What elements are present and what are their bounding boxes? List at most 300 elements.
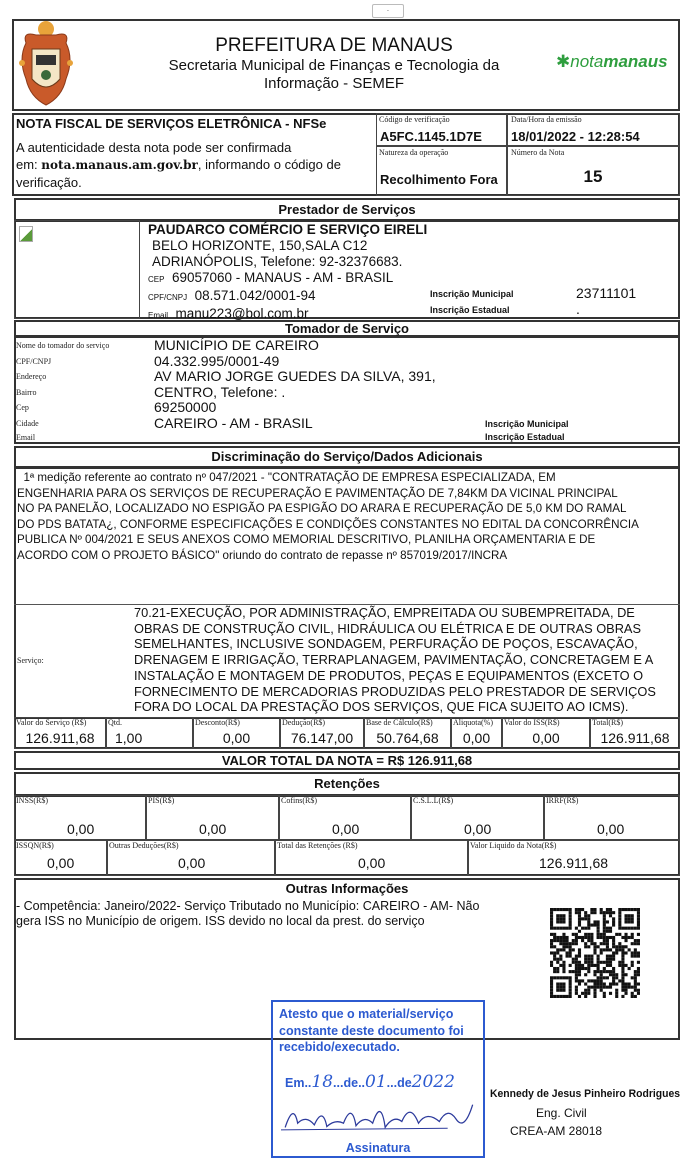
qr-module	[593, 995, 596, 998]
qr-module	[587, 939, 590, 942]
cep-value: 69057060 - MANAUS - AM - BRASIL	[171, 270, 394, 285]
qr-module	[631, 995, 634, 998]
qr-module	[562, 976, 565, 979]
qr-module	[559, 936, 562, 939]
qr-module	[621, 951, 624, 954]
qr-module	[553, 908, 556, 911]
qr-module	[569, 964, 572, 967]
valor-value: 0,00	[462, 730, 491, 746]
qr-module	[550, 995, 553, 998]
qr-module	[572, 933, 575, 936]
qr-module	[584, 917, 587, 920]
qr-module	[621, 973, 624, 976]
qr-module	[637, 955, 640, 958]
row-value: CENTRO, Telefone: .	[154, 383, 286, 400]
qr-module	[612, 982, 615, 985]
qr-module	[618, 961, 621, 964]
qr-module	[550, 976, 553, 979]
retencao-label: IRRF(R$)	[546, 796, 579, 805]
qr-module	[603, 914, 606, 917]
stamp-line2: constante deste documento foi	[279, 1023, 464, 1038]
header-subtitle-line2: Informação - SEMEF	[263, 75, 405, 92]
retencao-value: 126.911,68	[539, 855, 609, 871]
qr-module	[550, 927, 553, 930]
qr-module	[587, 970, 590, 973]
qr-module	[575, 936, 578, 939]
qr-module	[587, 955, 590, 958]
qr-module	[621, 948, 624, 951]
qr-module	[569, 986, 572, 989]
qr-module	[590, 979, 593, 982]
qr-module	[587, 936, 590, 939]
retencao-label: ISSQN(R$)	[16, 841, 54, 850]
auth-line2	[16, 156, 341, 174]
auth-site-link[interactable]: nota.manaus.am.gov.br	[41, 158, 198, 172]
stamp-de1: de	[343, 1076, 359, 1090]
qr-module	[587, 992, 590, 995]
qr-module	[603, 920, 606, 923]
qr-module	[618, 908, 621, 911]
qr-module	[634, 942, 637, 945]
qr-module	[637, 908, 640, 911]
qr-module	[578, 924, 581, 927]
qr-module	[600, 982, 603, 985]
qr-module	[584, 914, 587, 917]
qr-module	[621, 989, 624, 992]
qr-module	[569, 955, 572, 958]
valor-label: Total(R$)	[592, 718, 623, 727]
qr-module	[578, 979, 581, 982]
row-label: Bairro	[16, 387, 37, 397]
qr-module	[562, 995, 565, 998]
stamp-month: 01	[365, 1072, 387, 1092]
qr-module	[628, 908, 631, 911]
qr-module	[597, 933, 600, 936]
qr-module	[559, 989, 562, 992]
qr-module	[562, 967, 565, 970]
top-tab: .	[372, 4, 404, 18]
qr-module	[553, 927, 556, 930]
qr-module	[566, 939, 569, 942]
qr-module	[556, 914, 559, 917]
qr-module	[606, 970, 609, 973]
qr-module	[597, 970, 600, 973]
qr-module	[618, 914, 621, 917]
qr-module	[624, 986, 627, 989]
qr-module	[553, 951, 556, 954]
qr-module	[603, 961, 606, 964]
qr-module	[603, 930, 606, 933]
qr-module	[575, 967, 578, 970]
row-label: Endereço	[16, 372, 47, 381]
qr-module	[600, 986, 603, 989]
qr-module	[615, 995, 618, 998]
qr-module	[590, 986, 593, 989]
row-value: CAREIRO - AM - BRASIL	[154, 414, 313, 431]
qr-module	[637, 951, 640, 954]
qr-module	[618, 924, 621, 927]
qr-module	[612, 951, 615, 954]
qr-module	[559, 982, 562, 985]
qr-module	[569, 917, 572, 920]
qr-module	[624, 992, 627, 995]
retencao-cell	[275, 840, 468, 876]
qr-module	[609, 955, 612, 958]
stamp-line3: recebido/executado.	[279, 1040, 400, 1054]
qr-module	[593, 924, 596, 927]
qr-module	[553, 958, 556, 961]
header-title: PREFEITURA DE MANAUS	[215, 35, 453, 56]
qr-module	[606, 961, 609, 964]
qr-module	[612, 942, 615, 945]
qr-module	[618, 945, 621, 948]
qr-module	[590, 933, 593, 936]
qr-module	[609, 961, 612, 964]
qr-module	[609, 930, 612, 933]
qr-module	[569, 989, 572, 992]
qr-module	[581, 939, 584, 942]
qr-module	[578, 973, 581, 976]
qr-module	[603, 986, 606, 989]
qr-module	[637, 920, 640, 923]
qr-module	[562, 942, 565, 945]
qr-module	[603, 970, 606, 973]
qr-module	[550, 914, 553, 917]
qr-module	[609, 986, 612, 989]
qr-module	[562, 948, 565, 951]
manaus-coat-of-arms-logo	[16, 19, 76, 109]
tomador-im-label: Inscrição Municipal	[485, 419, 569, 429]
qr-module	[584, 927, 587, 930]
qr-module	[553, 955, 556, 958]
qr-module	[581, 917, 584, 920]
qr-module	[612, 939, 615, 942]
qr-module	[624, 927, 627, 930]
broken-image-icon	[19, 226, 33, 242]
qr-module	[584, 995, 587, 998]
qr-module	[612, 958, 615, 961]
qr-module	[628, 986, 631, 989]
qr-module	[618, 917, 621, 920]
qr-module	[556, 920, 559, 923]
qr-module	[597, 958, 600, 961]
qr-module	[624, 920, 627, 923]
qr-module	[587, 986, 590, 989]
qr-module	[621, 970, 624, 973]
auth-line3: verificação.	[16, 175, 82, 190]
qr-module	[556, 967, 559, 970]
qr-module	[559, 917, 562, 920]
qr-module	[590, 939, 593, 942]
row-label: Cep	[16, 403, 29, 412]
qr-module	[559, 939, 562, 942]
qr-module	[634, 927, 637, 930]
qr-module	[637, 914, 640, 917]
qr-module	[637, 970, 640, 973]
qr-module	[556, 917, 559, 920]
row-label: Cidade	[16, 418, 39, 428]
qr-module	[581, 992, 584, 995]
valor-value: 126.911,68	[600, 730, 670, 746]
prestador-logo-cell	[14, 220, 140, 319]
valor-total: VALOR TOTAL DA NOTA = R$ 126.911,68	[14, 751, 680, 770]
auth-line1: A autenticidade desta nota pode ser confirmada	[16, 140, 292, 155]
qr-module	[606, 945, 609, 948]
qr-module	[566, 995, 569, 998]
qr-module	[584, 933, 587, 936]
qr-module	[631, 992, 634, 995]
prestador-title: Prestador de Serviços	[14, 198, 680, 221]
qr-module	[606, 976, 609, 979]
qr-module	[628, 982, 631, 985]
qr-module	[612, 955, 615, 958]
qr-module	[603, 992, 606, 995]
qr-module	[621, 908, 624, 911]
qr-module	[621, 961, 624, 964]
qr-module	[593, 920, 596, 923]
qr-module	[637, 989, 640, 992]
qr-module	[556, 958, 559, 961]
qr-module	[634, 970, 637, 973]
qr-module	[603, 967, 606, 970]
valor-label: Base de Cálculo(R$)	[366, 718, 433, 727]
qr-module	[575, 964, 578, 967]
qr-module	[584, 992, 587, 995]
valor-value: 0,00	[222, 730, 251, 746]
prestador-name: PAUDARCO COMÉRCIO E SERVIÇO EIRELI	[148, 222, 428, 237]
qr-module	[597, 979, 600, 982]
valor-cell	[280, 717, 364, 749]
qr-module	[597, 936, 600, 939]
qr-module	[587, 961, 590, 964]
qr-module	[603, 942, 606, 945]
qr-module	[562, 989, 565, 992]
qr-module	[550, 979, 553, 982]
qr-module	[637, 961, 640, 964]
qr-module	[559, 964, 562, 967]
qr-module	[569, 920, 572, 923]
qr-module	[593, 989, 596, 992]
qr-module	[593, 973, 596, 976]
qr-module	[550, 939, 553, 942]
qr-module	[597, 920, 600, 923]
qr-module	[581, 908, 584, 911]
retencoes-title: Retenções	[14, 772, 680, 796]
qr-module	[606, 942, 609, 945]
qr-module	[600, 961, 603, 964]
qr-module	[559, 995, 562, 998]
qr-module	[584, 955, 587, 958]
qr-module	[615, 989, 618, 992]
qr-module	[612, 979, 615, 982]
retencao-value: 0,00	[67, 821, 95, 837]
retencao-label: PIS(R$)	[148, 796, 175, 805]
qr-module	[575, 989, 578, 992]
tomador-rows	[16, 338, 476, 444]
qr-module	[637, 933, 640, 936]
qr-module	[556, 948, 559, 951]
qr-module	[556, 989, 559, 992]
qr-module	[603, 936, 606, 939]
qr-module	[628, 948, 631, 951]
qr-module	[606, 955, 609, 958]
qr-module	[634, 995, 637, 998]
qr-module	[590, 936, 593, 939]
outras-text	[16, 899, 479, 929]
qr-module	[631, 976, 634, 979]
servico-line: SEMELHANTES, INCLUSIVE SONDAGEM, PERFURAÇÃO DE POÇOS, ESCAVAÇÃO,	[134, 636, 638, 652]
qr-module	[637, 911, 640, 914]
valor-cell	[364, 717, 451, 749]
qr-module	[562, 970, 565, 973]
qr-module	[624, 939, 627, 942]
qr-module	[578, 911, 581, 914]
qr-module	[578, 951, 581, 954]
valor-cell	[14, 717, 106, 749]
qr-module	[609, 982, 612, 985]
qr-module	[569, 979, 572, 982]
retencao-cell	[411, 795, 544, 840]
qr-module	[562, 917, 565, 920]
stamp-signature-label: Assinatura	[345, 1141, 411, 1155]
retencao-label: C.S.L.L(R$)	[413, 796, 454, 805]
retencao-label: INSS(R$)	[16, 796, 49, 805]
qr-module	[609, 948, 612, 951]
qr-module	[609, 936, 612, 939]
qr-module	[593, 986, 596, 989]
qr-module	[550, 942, 553, 945]
qr-module	[609, 973, 612, 976]
qr-module	[550, 964, 553, 967]
qr-module	[556, 995, 559, 998]
qr-module	[637, 982, 640, 985]
qr-module	[559, 908, 562, 911]
qr-module	[600, 908, 603, 911]
qr-module	[603, 917, 606, 920]
qr-module	[572, 942, 575, 945]
qr-module	[624, 964, 627, 967]
qr-module	[597, 961, 600, 964]
qr-module	[590, 961, 593, 964]
qr-module	[581, 967, 584, 970]
data-value: 18/01/2022 - 12:28:54	[511, 129, 640, 144]
qr-module	[578, 970, 581, 973]
retencao-cell	[146, 795, 279, 840]
qr-module	[566, 951, 569, 954]
qr-module	[587, 945, 590, 948]
qr-module	[550, 951, 553, 954]
tomador-ie-label: Inscrição Estadual	[485, 432, 565, 442]
discriminacao-line: PUBLICA Nº 004/2021 E SEUS ANEXOS COMO MEMORIAL DESCRITIVO, PLANILHA ORÇAMENTARIA E DE	[17, 533, 596, 547]
qr-module	[575, 933, 578, 936]
qr-module	[575, 961, 578, 964]
qr-module	[606, 986, 609, 989]
outras-title: Outras Informações	[285, 881, 409, 896]
qr-module	[559, 942, 562, 945]
retencao-value: 0,00	[464, 821, 492, 837]
qr-module	[606, 920, 609, 923]
qr-module	[569, 976, 572, 979]
qr-module	[590, 924, 593, 927]
qr-module	[597, 982, 600, 985]
qr-module	[556, 982, 559, 985]
tomador-row	[16, 400, 476, 416]
qr-module	[587, 958, 590, 961]
retencao-cell	[14, 795, 146, 840]
qr-module	[572, 961, 575, 964]
qr-module	[634, 986, 637, 989]
qr-module	[584, 982, 587, 985]
qr-module	[593, 979, 596, 982]
qr-module	[631, 955, 634, 958]
qr-module	[587, 927, 590, 930]
qr-module	[575, 939, 578, 942]
qr-module	[637, 942, 640, 945]
qr-module	[575, 927, 578, 930]
qr-module	[559, 955, 562, 958]
stamp-de2: de	[397, 1076, 412, 1090]
qr-module	[587, 920, 590, 923]
ie-value: .	[576, 301, 580, 317]
prestador-address2: ADRIANÓPOLIS, Telefone: 92-32376683.	[152, 254, 403, 269]
qr-module	[612, 967, 615, 970]
qr-module	[550, 917, 553, 920]
handwritten-signature	[281, 1098, 481, 1140]
qr-module	[559, 958, 562, 961]
qr-module	[575, 986, 578, 989]
qr-module	[597, 964, 600, 967]
stamp-year: 2022	[411, 1072, 455, 1092]
qr-module	[634, 976, 637, 979]
qr-module	[600, 979, 603, 982]
qr-module	[606, 958, 609, 961]
qr-module	[550, 961, 553, 964]
qr-module	[566, 976, 569, 979]
qr-module	[553, 970, 556, 973]
qr-module	[587, 989, 590, 992]
qr-module	[562, 933, 565, 936]
qr-module	[603, 948, 606, 951]
qr-module	[621, 976, 624, 979]
qr-module	[578, 920, 581, 923]
qr-module	[590, 908, 593, 911]
servico-text	[134, 605, 656, 715]
qr-module	[584, 967, 587, 970]
qr-module	[581, 979, 584, 982]
qr-code	[550, 908, 640, 998]
signer-crea: CREA-AM 28018	[510, 1124, 603, 1138]
qr-module	[584, 961, 587, 964]
qr-module	[593, 951, 596, 954]
qr-module	[615, 992, 618, 995]
qr-module	[637, 939, 640, 942]
qr-module	[593, 992, 596, 995]
qr-module	[631, 908, 634, 911]
qr-module	[603, 924, 606, 927]
qr-module	[590, 955, 593, 958]
qr-module	[556, 970, 559, 973]
qr-module	[569, 914, 572, 917]
tomador-row	[16, 385, 476, 401]
qr-module	[593, 982, 596, 985]
tomador-title: Tomador de Serviço	[14, 320, 680, 337]
retencao-value: 0,00	[199, 821, 227, 837]
qr-module	[615, 948, 618, 951]
qr-module	[612, 945, 615, 948]
prestador-address1: BELO HORIZONTE, 150,SALA C12	[152, 238, 368, 253]
qr-module	[603, 976, 606, 979]
qr-module	[621, 945, 624, 948]
